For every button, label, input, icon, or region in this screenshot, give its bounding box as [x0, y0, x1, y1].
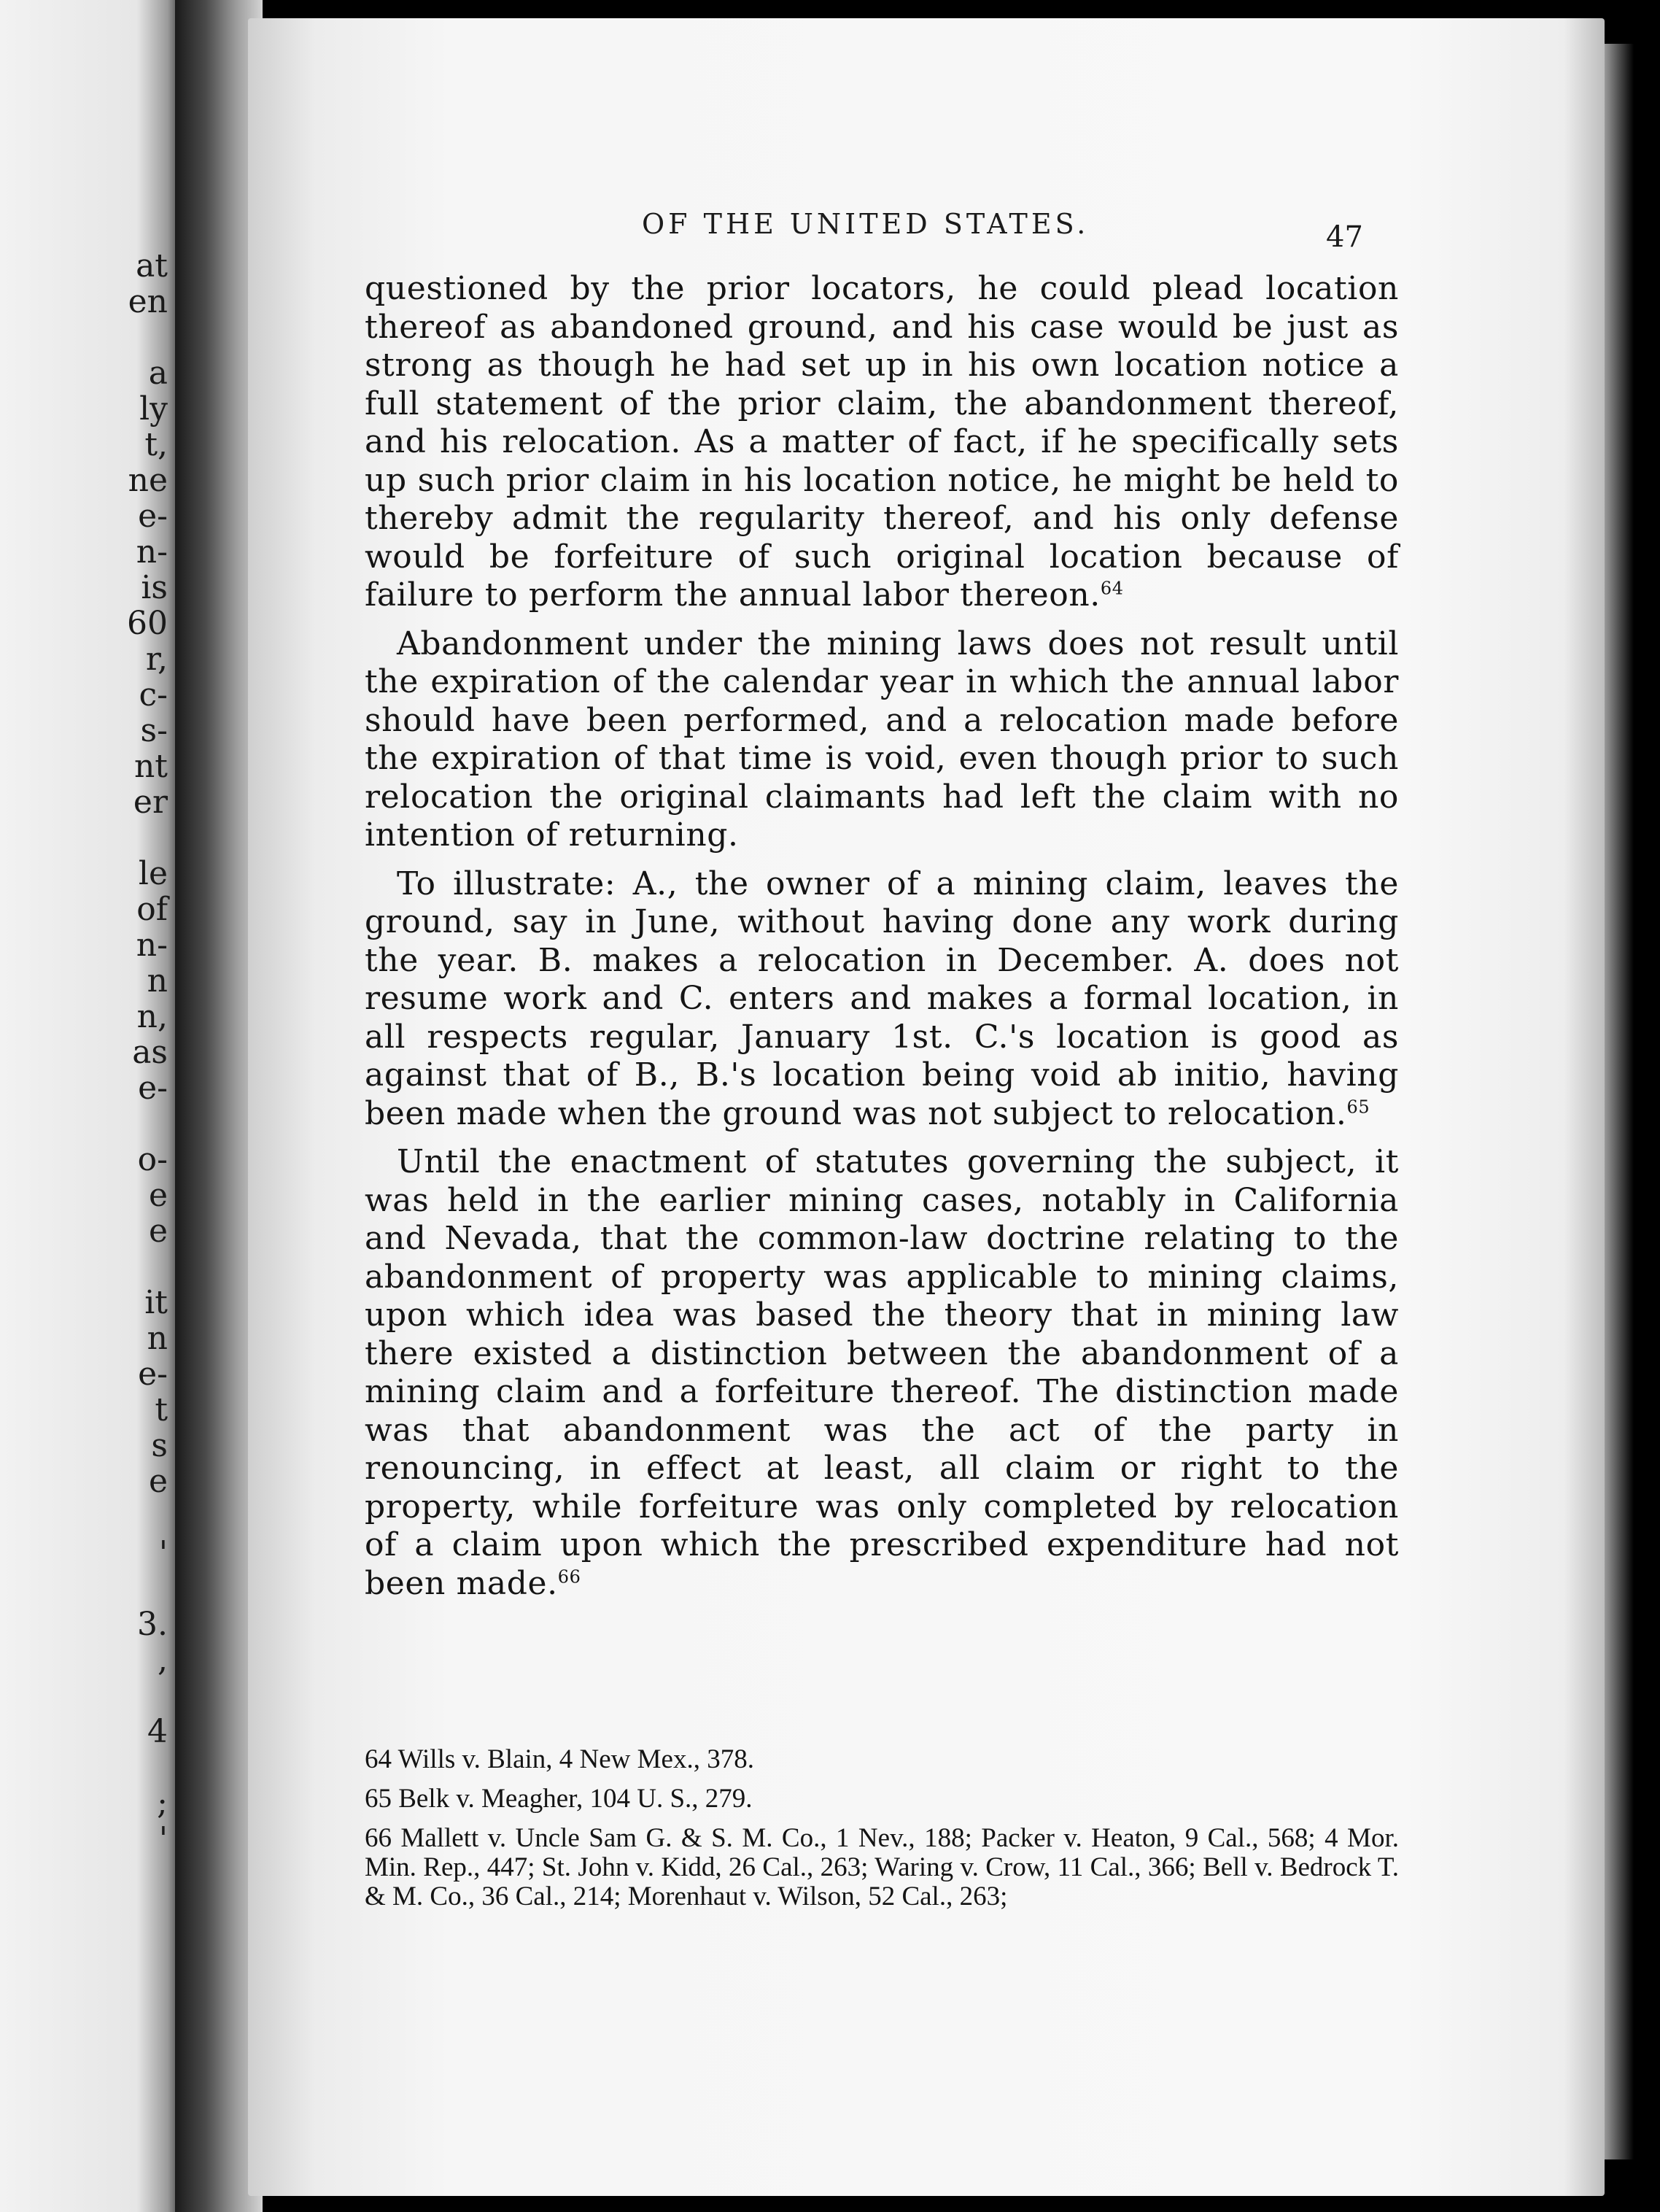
facing-page-fragment: as: [132, 1034, 168, 1071]
page-number: 47: [1326, 220, 1363, 254]
paragraph-2: Abandonment under the mining laws does not result until the expiration of the calendar year in which the annual labor should have been performed, and a relocation made before the expiration of that time is void, even though prior to such relocation the original claimants had left the claim with no intention of returning.: [365, 624, 1399, 854]
facing-page-fragment: r,: [145, 641, 168, 678]
facing-page-fragment: e-: [138, 1070, 168, 1107]
facing-page-fragment: nt: [133, 748, 168, 785]
facing-page-fragment: 4: [147, 1713, 168, 1750]
footnote-64: 64 Wills v. Blain, 4 New Mex., 378.: [365, 1744, 754, 1774]
paragraph-4: Until the enactment of statutes governing the subject, it was held in the earlier mining cases, notably in California and Nevada, that the common-law doctrine relating to the abandonment of property was applicable to mining claims, upon which idea was based the theory that in mining law there existed a distinction between the abandonment of a mining claim and a forfeiture thereof. The distinction made was that abandonment was the act of the party in renouncing, in effect at least, all claim or right to the property, while forfeiture was only completed by relocation of a claim upon which the prescribed expenditure had not been made.$^{66}$: [365, 1143, 1399, 1602]
footnote-65: 65 Belk v. Meagher, 104 U. S., 279.: [365, 1784, 753, 1814]
page-edge: [1605, 44, 1634, 2159]
paragraph-3: To illustrate: A., the owner of a mining claim, leaves the ground, say in June, without having done any work during the year. B. makes a relocation in December. A. does not resume work and C. enters and makes a formal location, in all respects regular, January 1st. C.'s location is good as against that of B., B.'s location being void ab initio, having been made when the ground was not subject to relocation.$^{65}$: [365, 865, 1399, 1132]
facing-page-fragment: [0, 820, 175, 856]
facing-page-fragment: ne: [128, 462, 168, 499]
facing-page-text-fragments: [0, 248, 175, 1857]
facing-page-fragment: er: [133, 784, 168, 821]
footnote-66: 66 Mallett v. Uncle Sam G. & S. M. Co., 1 Nev., 188; Packer v. Heaton, 9 Cal., 568; 4 Mor. Min. Rep., 447; St. John v. Kidd, 26 Cal., 263; Waring v. Crow, 11 Cal., 366; Bell v. Bedrock T. & M. Co., 36 Cal., 214; Morenhaut v. Wilson, 52 Cal., 263;: [365, 1823, 1399, 1911]
facing-page-fragment: t,: [144, 426, 168, 463]
footnote-ref-66: 66: [557, 1566, 581, 1587]
body-text: [365, 270, 1399, 1613]
facing-page-fragment: [0, 1571, 175, 1606]
facing-page-fragment: 3.: [137, 1606, 168, 1643]
facing-page-fragment: [0, 1749, 175, 1785]
running-title: OF THE UNITED STATES.: [642, 208, 1090, 240]
facing-page-fragment: of: [136, 891, 168, 928]
facing-page-fragment: is: [141, 569, 168, 606]
facing-page-fragment: e: [148, 1463, 168, 1500]
facing-page-fragment: it: [144, 1284, 168, 1321]
facing-page-fragment: e: [148, 1177, 168, 1214]
facing-page-fragment: ly: [139, 390, 168, 428]
facing-page-fragment: ,: [158, 1641, 168, 1679]
facing-page-fragment: [0, 1499, 175, 1535]
facing-page-fragment: en: [128, 283, 168, 320]
facing-page-fragment: e-: [138, 1356, 168, 1393]
facing-page-fragment: s-: [140, 712, 168, 749]
facing-page-fragment: c-: [139, 676, 168, 714]
paragraph-1: questioned by the prior locators, he could plead location thereof as abandoned ground, and his case would be just as strong as though he had set up in his own location notice a full statement of the prior claim, the abandonment thereof, and his relocation. As a matter of fact, if he specifically sets up such prior claim in his location notice, he might be held to thereby admit the regularity thereof, and his only defense would be forfeiture of such original location because of failure to perform the annual labor thereon.$^{64}$: [365, 270, 1399, 614]
facing-page-fragment: [0, 1678, 175, 1714]
facing-page: [0, 0, 182, 2212]
facing-page-fragment: ': [158, 1820, 168, 1857]
facing-page-fragment: s: [151, 1427, 168, 1464]
facing-page-fragment: e: [148, 1213, 168, 1250]
facing-page-fragment: e-: [138, 498, 168, 535]
facing-page-fragment: n: [147, 1320, 168, 1357]
facing-page-fragment: n: [147, 962, 168, 999]
facing-page-fragment: [0, 320, 175, 355]
facing-page-fragment: t: [155, 1391, 168, 1428]
footnote-ref-64: 64: [1100, 578, 1124, 599]
footnote-ref-65: 65: [1346, 1096, 1370, 1117]
facing-page-fragment: le: [138, 855, 168, 892]
facing-page-fragment: n-: [136, 927, 168, 964]
facing-page-fragment: o-: [137, 1141, 168, 1178]
facing-page-fragment: [0, 1249, 175, 1285]
facing-page-fragment: at: [136, 247, 168, 285]
facing-page-fragment: a: [148, 355, 168, 392]
footnotes: [365, 1745, 1399, 1922]
facing-page-fragment: ': [158, 1534, 168, 1571]
facing-page-fragment: [0, 1106, 175, 1142]
facing-page-fragment: n,: [136, 998, 168, 1035]
facing-page-fragment: 60: [127, 605, 168, 642]
facing-page-fragment: n-: [136, 533, 168, 571]
facing-page-fragment: ;: [157, 1784, 168, 1822]
